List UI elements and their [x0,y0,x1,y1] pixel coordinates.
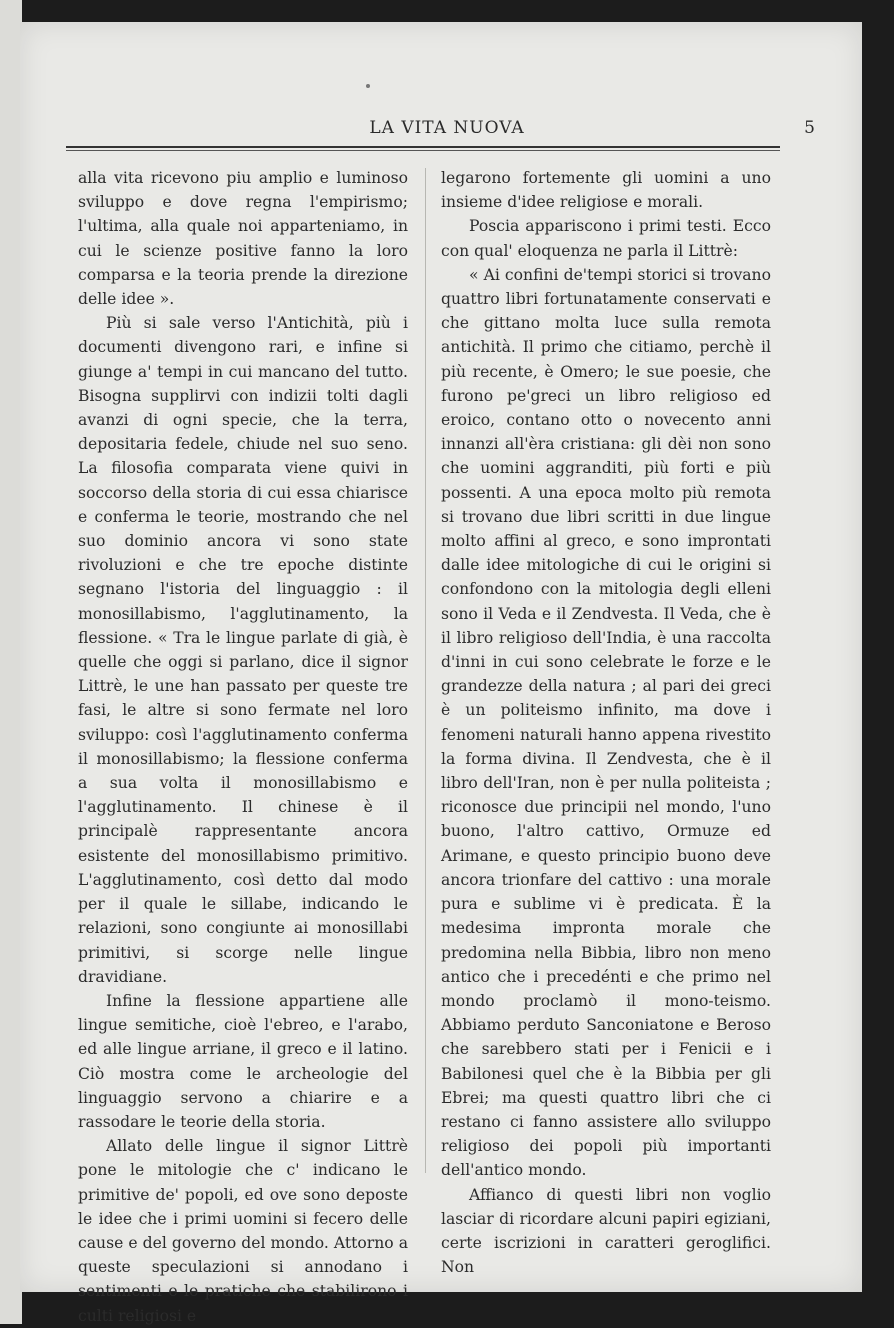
paragraph: Infine la flessione appartiene alle lingue semitiche, cioè l'ebreo, e l'arabo, ed alle lingue arriane, il greco e il latino. Ciò mostra come le archeologie del linguaggio servono a chiarire e a rassodare le teorie della storia. [78,991,408,1131]
paragraph: Affianco di questi libri non voglio lasciar di ricordare alcuni papiri egiziani, certe iscrizioni in caratteri geroglifici. Non [441,1185,771,1277]
paragraph: « Ai confini de'tempi storici si trovano quattro libri fortunatamente conservati e che gittano molta luce sulla remota antichità. Il primo che citiamo, perchè il più recente, è Omero; le sue poesie, che furono pe'greci un libro religioso ed eroico, contano otto o novecento anni innanzi all'èra cristiana: gli dèi non sono che uomini aggranditi, più forti e più possenti. A una epoca molto più remota si trovano due libri scritti in due lingue molto affini al greco, e sono improntati dalle idee mitologiche di cui le origini si confondono con la mitologia degli elleni sono il Veda e il Zendvesta. Il Veda, che è il libro religioso dell'India, è una raccolta d'inni in cui sono celebrate le forze e le grandezze della natura ; al pari dei greci è un politeismo infinito, ma dove i fenomeni naturali hanno appena rivestito la forma divina. Il Zendvesta, che è il libro dell'Iran, non è per nulla politeista ; riconosce due principii nel mondo, l'uno buono, l'altro cattivo, Ormuze ed Arimane, e questo principio buono deve ancora trionfare del cattivo : una morale pura e sublime vi è predicata. È la medesima impronta morale che predomina nella Bibbia, libro non meno antico che i precedénti e che primo nel mondo proclamò il mono-teismo. Abbiamo perduto Sanconiatone e Beroso che sarebbero stati per i Fenicii e i Babilonesi quel che è la Bibbia per gli Ebrei; ma questi quattro libri che ci restano ci fanno assistere allo sviluppo religioso dei popoli più importanti dell'antico mondo. [441,265,771,1180]
right-column [441,166,771,1279]
paper-speck [366,84,370,88]
paragraph: legarono fortemente gli uomini a uno insieme d'idee religiose e morali. [441,169,771,212]
running-header [60,118,834,144]
paragraph: alla vita ricevono piu amplio e luminoso sviluppo e dove regna l'empirismo; l'ultima, alla quale noi apparteniamo, in cui le scienze positive fanno la loro comparsa e la teoria prende la direzione delle idee ». [78,169,408,309]
header-rule-thin [66,150,780,151]
paragraph: Poscia appariscono i primi testi. Ecco con qual' eloquenza ne parla il Littrè: [441,217,771,260]
paragraph: Più si sale verso l'Antichità, più i documenti divengono rari, e infine si giunge a' tempi in cui mancano del tutto. Bisogna supplirvi con indizii tolti dagli avanzi di ogni specie, che la terra, depositaria fedele, chiude nel suo seno. La filosofia comparata viene quivi in soccorso della storia di cui essa chiarisce e conferma le teorie, mostrando che nel suo dominio ancora vi sono state rivoluzioni e che tre epoche distinte segnano l'istoria del linguaggio : il monosillabismo, l'agglutinamento, la flessione. « Tra le lingue parlate di già, è quelle che oggi si parlano, dice il signor Littrè, le une han passato per queste tre fasi, le altre si sono fermate nel loro sviluppo: così l'agglutinamento conferma il monosillabismo; la flessione conferma a sua volta il monosillabismo e l'agglutinamento. Il chinese è il principalè rappresentante ancora esistente del monosillabismo primitivo. L'agglutinamento, così detto dal modo per il quale le sillabe, indicando le relazioni, sono congiunte ai monosillabi primitivi, si scorge nelle lingue dravidiane. [78,314,408,986]
header-rule [66,146,780,148]
column-divider [425,168,426,1173]
paragraph: Allato delle lingue il signor Littrè pone le mitologie che c' indicano le primitive de' popoli, ed ove sono deposte le idee che i primi uomini si fecero delle cause e del governo del mondo. Attorno a queste speculazioni si annodano i sentimenti e le pratiche che stabilirono i culti religiosi e [78,1137,408,1325]
page-number: 5 [804,118,816,138]
left-column [78,166,408,1328]
page-edge [0,0,22,1324]
running-title: LA VITA NUOVA [369,118,525,138]
